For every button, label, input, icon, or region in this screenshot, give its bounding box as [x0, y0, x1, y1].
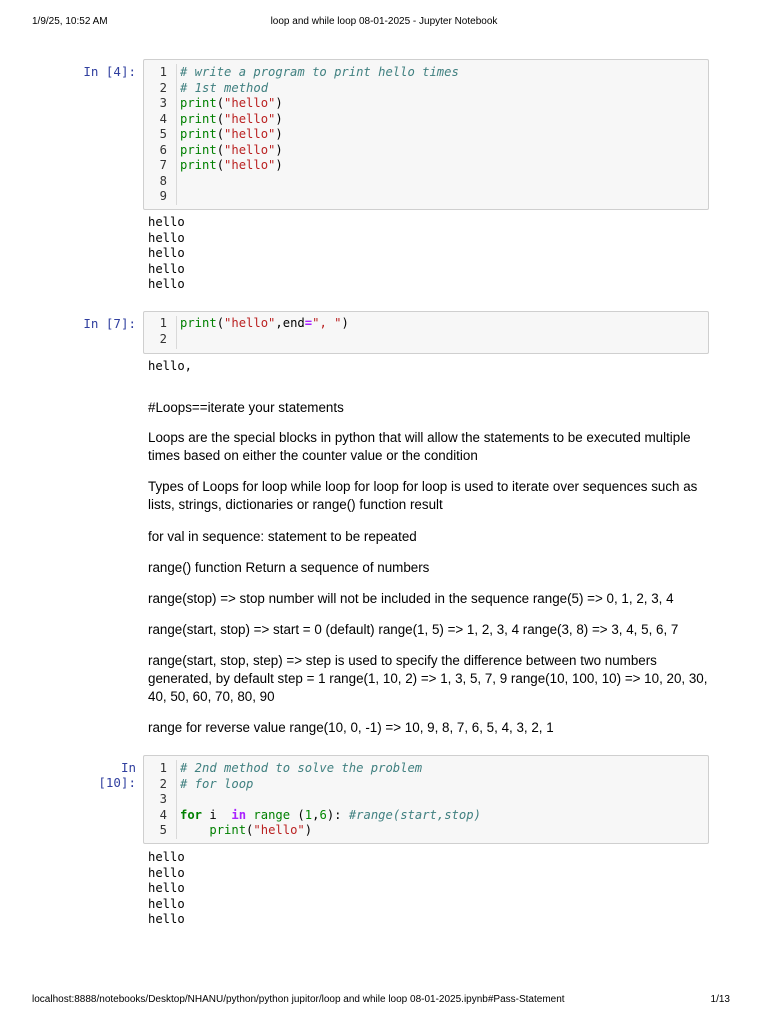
line-number: 2: [159, 80, 167, 95]
output-line: hello: [148, 850, 185, 864]
line-number: 4: [159, 807, 167, 822]
print-call: print: [180, 127, 217, 141]
paren: ):: [326, 807, 349, 822]
line-number: 8: [159, 173, 167, 188]
markdown-paragraph: range() function Return a sequence of numbers: [148, 560, 430, 575]
number-literal: 1: [304, 807, 313, 822]
line-number: 1: [159, 65, 167, 79]
string-literal: "hello": [224, 127, 276, 141]
markdown-paragraph: range(stop) => stop number will not be included in the sequence range(5) => 0, 1, 2, 3, 4: [148, 591, 674, 606]
for-keyword: for: [180, 807, 203, 822]
line-number: 9: [159, 189, 167, 203]
string-literal: "hello": [224, 96, 276, 110]
string-literal: "hello": [224, 158, 276, 172]
indent: [180, 823, 209, 837]
cell-prompt: In [4]:: [83, 64, 136, 79]
print-url: localhost:8888/notebooks/Desktop/NHANU/python/python jupitor/loop and while loop 08-01-2025.ipynb#Pass-Statement: [32, 994, 565, 1005]
paren: (: [216, 316, 225, 330]
output-line: hello: [148, 230, 185, 245]
keyword-argument: end: [282, 316, 305, 330]
output-line: hello: [148, 896, 185, 911]
paren: ): [341, 316, 349, 330]
output-line: hello: [148, 865, 185, 880]
line-number: 4: [159, 111, 167, 126]
line-number: 5: [159, 823, 167, 837]
print-footer: [32, 994, 736, 1008]
comma: ,: [312, 807, 320, 822]
line-number: 7: [159, 158, 167, 172]
print-call: print: [180, 158, 217, 172]
code-comment: #range(start,stop): [348, 807, 481, 822]
paren: ): [275, 158, 283, 172]
paren: ): [304, 823, 313, 837]
loop-variable: i: [202, 807, 232, 822]
paren: (: [216, 96, 225, 110]
print-call: print: [180, 96, 217, 110]
paren: ): [275, 111, 283, 126]
cell-output: hello,: [148, 359, 193, 373]
line-number: 6: [159, 142, 167, 157]
code-comment: # 2nd method to solve the problem: [180, 761, 423, 775]
line-number: 3: [159, 96, 167, 110]
line-number: 1: [159, 761, 167, 775]
print-call: print: [180, 111, 217, 126]
line-number: 5: [159, 127, 167, 141]
code-cell-input[interactable]: [143, 755, 709, 844]
markdown-paragraph: Types of Loops for loop while loop for loop for loop is used to iterate over sequences such as lists, strings, dictionaries or range() function result: [148, 479, 698, 512]
code-cell-input[interactable]: [143, 59, 709, 210]
output-line: hello: [148, 215, 185, 229]
number-literal: 6: [319, 807, 327, 822]
markdown-heading: #Loops==iterate your statements: [148, 400, 344, 415]
string-literal: "hello": [253, 823, 305, 837]
code-comment: # for loop: [180, 776, 254, 791]
markdown-paragraph: range(start, stop, step) => step is used to specify the difference between two numbers generated, by default step = 1 range(1, 10, 2) => 1, 3, 5, 7, 9 range(10, 100, 10) => 10, 20, 30, 40, 50, 60, 70, 80, 90: [148, 653, 708, 704]
output-line: hello: [148, 277, 185, 291]
paren: (: [216, 127, 225, 141]
cell-prompt: In [7]:: [83, 316, 136, 331]
output-line: hello: [148, 912, 185, 926]
cell-output: [148, 215, 185, 293]
paren: (: [216, 111, 225, 126]
string-literal: ", ": [312, 316, 342, 330]
cell-output: [148, 850, 185, 928]
cell-prompt: In [10]:: [98, 760, 136, 790]
page-number: 1/13: [710, 994, 730, 1005]
markdown-paragraph: range for reverse value range(10, 0, -1) => 10, 9, 8, 7, 6, 5, 4, 3, 2, 1: [148, 720, 554, 735]
code-comment: # 1st method: [180, 80, 269, 95]
paren: ): [275, 142, 283, 157]
paren: (: [216, 142, 225, 157]
string-literal: "hello": [224, 142, 276, 157]
operator: =: [304, 316, 313, 330]
markdown-paragraph: range(start, stop) => start = 0 (default) range(1, 5) => 1, 2, 3, 4 range(3, 8) => 3, 4, 5, 6, 7: [148, 622, 679, 637]
range-call: range: [253, 807, 291, 822]
print-header: [32, 16, 736, 30]
output-line: hello: [148, 881, 185, 895]
output-line: hello: [148, 246, 185, 260]
code-cell-input[interactable]: [143, 311, 709, 354]
line-number: 1: [159, 316, 167, 330]
output-line: hello: [148, 261, 185, 276]
line-number: 2: [159, 332, 167, 346]
paren: ): [275, 96, 283, 110]
print-call: print: [180, 316, 217, 330]
line-number: 3: [159, 792, 167, 806]
print-title: loop and while loop 08-01-2025 - Jupyter Notebook: [270, 16, 498, 27]
print-date: 1/9/25, 10:52 AM: [32, 16, 108, 27]
comma: ,: [275, 316, 283, 330]
paren: (: [246, 823, 254, 837]
code-comment: # write a program to print hello times: [180, 65, 459, 79]
markdown-paragraph: for val in sequence: statement to be repeated: [148, 529, 417, 544]
markdown-paragraph: Loops are the special blocks in python that will allow the statements to be executed multiple times based on either the counter value or the condition: [148, 430, 691, 463]
paren: (: [290, 807, 305, 822]
in-keyword: in: [231, 807, 247, 822]
paren: (: [216, 158, 225, 172]
string-literal: "hello": [224, 316, 276, 330]
print-call: print: [180, 142, 217, 157]
string-literal: "hello": [224, 111, 276, 126]
print-call: print: [209, 823, 247, 837]
line-number: 2: [159, 776, 167, 791]
paren: ): [275, 127, 283, 141]
